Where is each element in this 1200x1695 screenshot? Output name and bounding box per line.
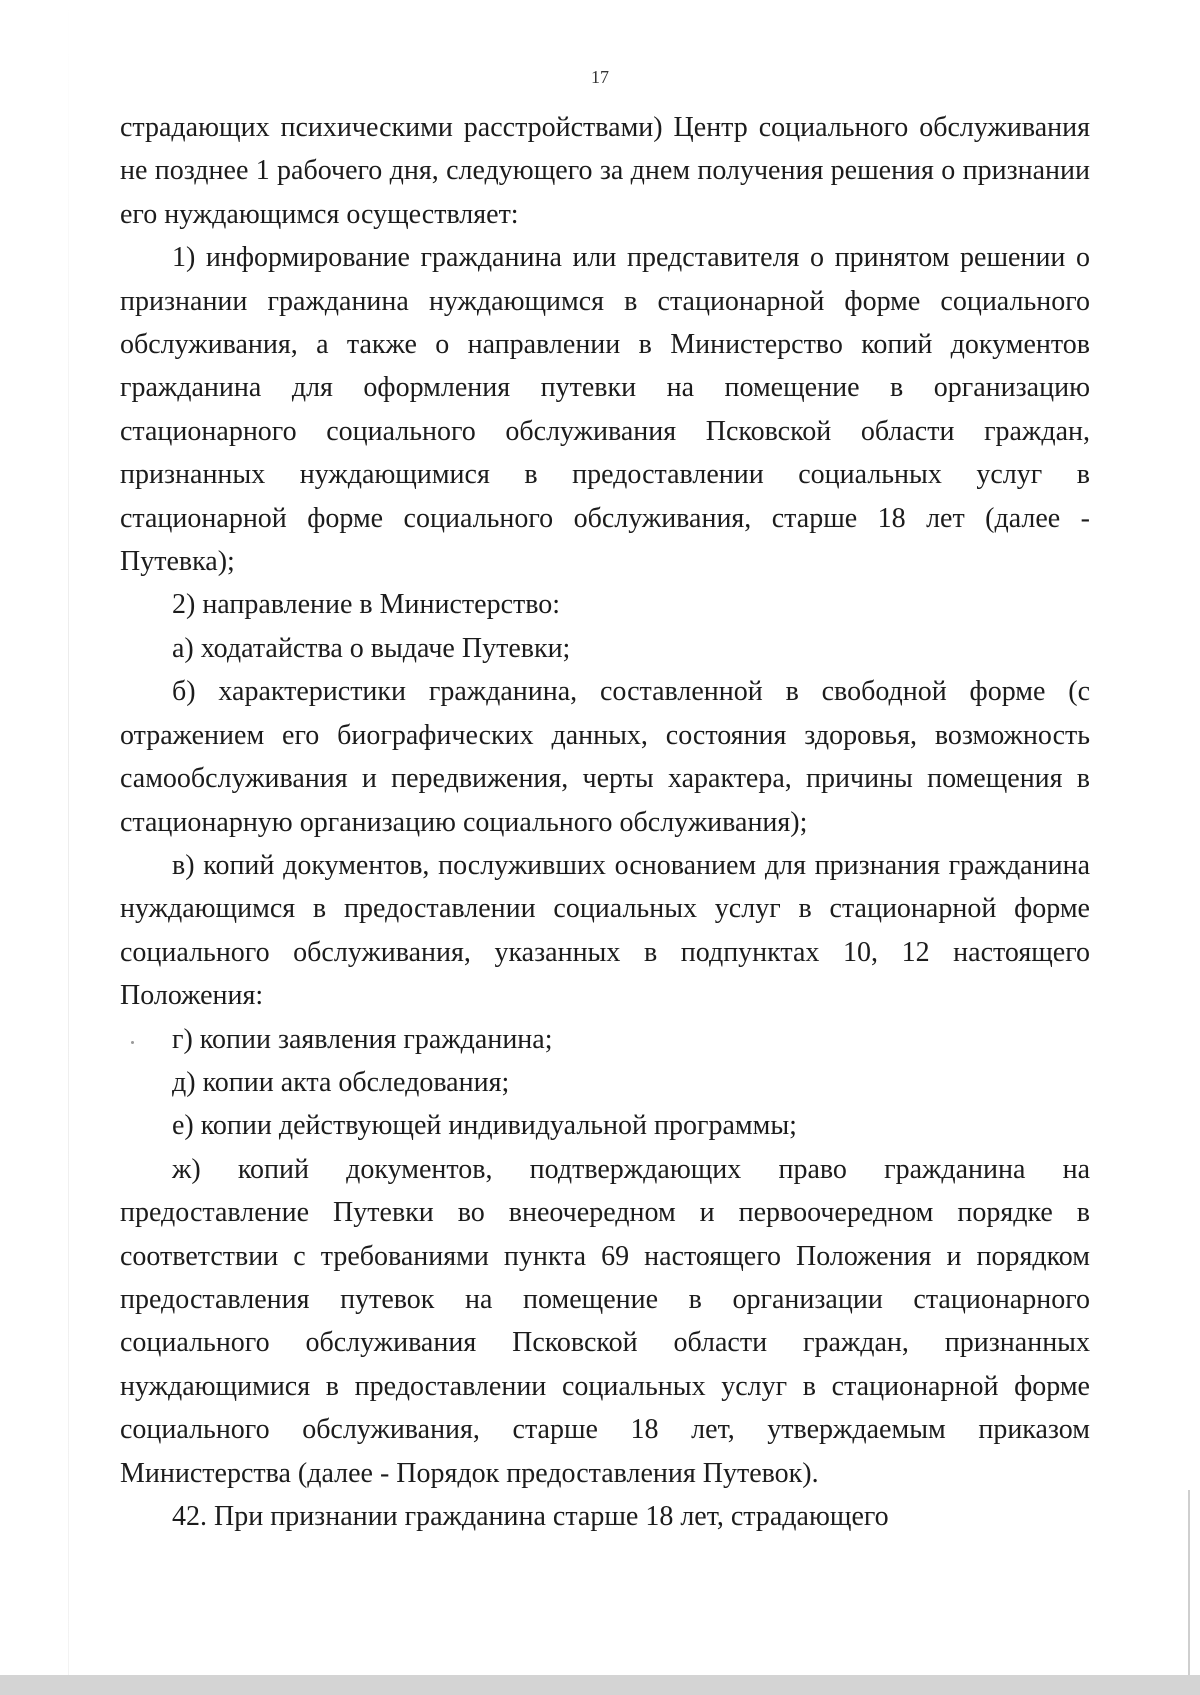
scan-right-edge [1188,1490,1190,1675]
paragraph-item-42: 42. При признании гражданина старше 18 лет, страдающего [172,1501,889,1532]
scan-speck [131,1041,134,1044]
scan-bottom-border [0,1675,1200,1695]
paragraph-subitem-a: а) ходатайства о выдаче Путевки; [172,632,571,664]
paragraph-subitem-zh: ж) копий документов, подтверждающих право гражданина на предоставление Путевки во внеочередном и первоочередном порядке в соответствии с требованиями пункта 69 настоящего Положения и порядком предоставления путевок на помещение в организации стационарного социального обслуживания Псковской области граждан, признанных нуждающимися в предоставлении социальных услуг в стационарной форме социального обслуживания, старше 18 лет, утверждаемым приказом Министерства (далее - Порядок предоставления Путевок). [120,1153,1090,1489]
paragraph-subitem-b: б) характеристики гражданина, составленной в свободной форме (с отражением его биографических данных, состояния здоровья, возможность самообслуживания и передвижения, черты характера, причины помещения в стационарную организацию социального обслуживания); [120,676,1090,838]
paragraph-subitem-e: е) копии действующей индивидуальной программы; [172,1110,797,1142]
paragraph-subitem-d: д) копии акта обследования; [172,1066,510,1098]
paragraph-continuation: страдающих психическими расстройствами) Центр социального обслуживания не позднее 1 рабочего дня, следующего за днем получения решения о признании его нуждающимся осуществляет: [120,112,1090,230]
paragraph-subitem-g: г) копии заявления гражданина; [172,1023,553,1055]
page-number: 17 [591,67,609,87]
paragraph-subitem-v: в) копий документов, послуживших основанием для признания гражданина нуждающимся в предоставлении социальных услуг в стационарной форме социального обслуживания, указанных в подпунктах 10, 12 настоящего Положения: [120,849,1090,1012]
paragraph-item-2: 2) направление в Министерство: [172,589,561,621]
scan-left-edge [68,0,69,1675]
document-body [120,106,1090,1538]
paragraph-item-1: 1) информирование гражданина или представителя о принятом решении о признании гражданина нуждающимся в стационарной форме социального обслуживания, а также о направлении в Министерство копий документов гражданина для оформления путевки на помещение в организацию стационарного социального обслуживания Псковской области граждан, признанных нуждающимися в предоставлении социальных услуг в стационарной форме социального обслуживания, старше 18 лет (далее - Путевка); [120,242,1090,578]
